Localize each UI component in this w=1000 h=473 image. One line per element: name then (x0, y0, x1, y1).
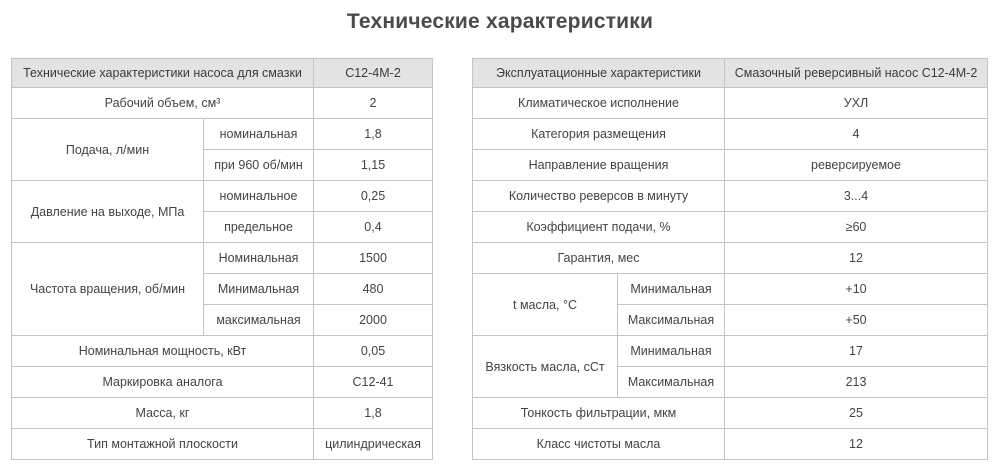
row-value: 12 (725, 429, 988, 460)
table-row (473, 88, 988, 119)
operating-specs-table (472, 58, 988, 460)
table-row (12, 367, 433, 398)
table-row (473, 181, 988, 212)
header-cell: Технические характеристики насоса для смазки (12, 59, 314, 88)
table-row (473, 429, 988, 460)
row-value: 12 (725, 243, 988, 274)
row-sublabel: номинальная (204, 119, 314, 150)
row-value: 0,25 (314, 181, 433, 212)
row-value: 17 (725, 336, 988, 367)
table-row (473, 398, 988, 429)
row-sublabel: Максимальная (618, 305, 725, 336)
row-value: УХЛ (725, 88, 988, 119)
row-value: 213 (725, 367, 988, 398)
row-label: Рабочий объем, см³ (12, 88, 314, 119)
row-value: +50 (725, 305, 988, 336)
row-sublabel: максимальная (204, 305, 314, 336)
row-value: 480 (314, 274, 433, 305)
row-sublabel: Номинальная (204, 243, 314, 274)
row-value: 4 (725, 119, 988, 150)
table-row (473, 336, 988, 367)
row-value: ≥60 (725, 212, 988, 243)
table-header-row (473, 59, 988, 88)
header-cell: С12-4М-2 (314, 59, 433, 88)
table-header-row (12, 59, 433, 88)
row-sublabel: Минимальная (618, 336, 725, 367)
row-value: 1500 (314, 243, 433, 274)
row-label: Масса, кг (12, 398, 314, 429)
row-label: Давление на выходе, МПа (12, 181, 204, 243)
page-title: Технические характеристики (346, 10, 654, 33)
row-label: Номинальная мощность, кВт (12, 336, 314, 367)
row-label: Класс чистоты масла (473, 429, 725, 460)
row-sublabel: предельное (204, 212, 314, 243)
row-value: 1,15 (314, 150, 433, 181)
row-label: Количество реверсов в минуту (473, 181, 725, 212)
row-label: Коэффициент подачи, % (473, 212, 725, 243)
row-label: Гарантия, мес (473, 243, 725, 274)
row-value: цилиндрическая (314, 429, 433, 460)
row-value: 2 (314, 88, 433, 119)
table-row (12, 243, 433, 274)
row-label: Тип монтажной плоскости (12, 429, 314, 460)
row-value: 0,4 (314, 212, 433, 243)
table-row (12, 119, 433, 150)
row-label: t масла, °С (473, 274, 618, 336)
pump-specs-table (11, 58, 433, 460)
row-sublabel: Максимальная (618, 367, 725, 398)
table-row (473, 274, 988, 305)
table-row (473, 243, 988, 274)
table-row (473, 212, 988, 243)
row-label: Климатическое исполнение (473, 88, 725, 119)
row-label: Тонкость фильтрации, мкм (473, 398, 725, 429)
row-label: Подача, л/мин (12, 119, 204, 181)
row-label: Частота вращения, об/мин (12, 243, 204, 336)
table-row (12, 181, 433, 212)
row-sublabel: Минимальная (618, 274, 725, 305)
row-value: 0,05 (314, 336, 433, 367)
row-value: 1,8 (314, 119, 433, 150)
row-value: 1,8 (314, 398, 433, 429)
row-sublabel: Минимальная (204, 274, 314, 305)
row-label: Направление вращения (473, 150, 725, 181)
header-cell: Смазочный реверсивный насос С12-4М-2 (725, 59, 988, 88)
header-cell: Эксплуатационные характеристики (473, 59, 725, 88)
row-value: 25 (725, 398, 988, 429)
row-label: Маркировка аналога (12, 367, 314, 398)
row-label: Категория размещения (473, 119, 725, 150)
table-row (12, 398, 433, 429)
table-row (473, 119, 988, 150)
row-sublabel: номинальное (204, 181, 314, 212)
table-row (12, 429, 433, 460)
row-value: реверсируемое (725, 150, 988, 181)
row-sublabel: при 960 об/мин (204, 150, 314, 181)
table-row (12, 336, 433, 367)
table-row (12, 88, 433, 119)
row-label: Вязкость масла, сСт (473, 336, 618, 398)
row-value: +10 (725, 274, 988, 305)
row-value: 2000 (314, 305, 433, 336)
row-value: 3...4 (725, 181, 988, 212)
row-value: С12-41 (314, 367, 433, 398)
table-row (473, 150, 988, 181)
